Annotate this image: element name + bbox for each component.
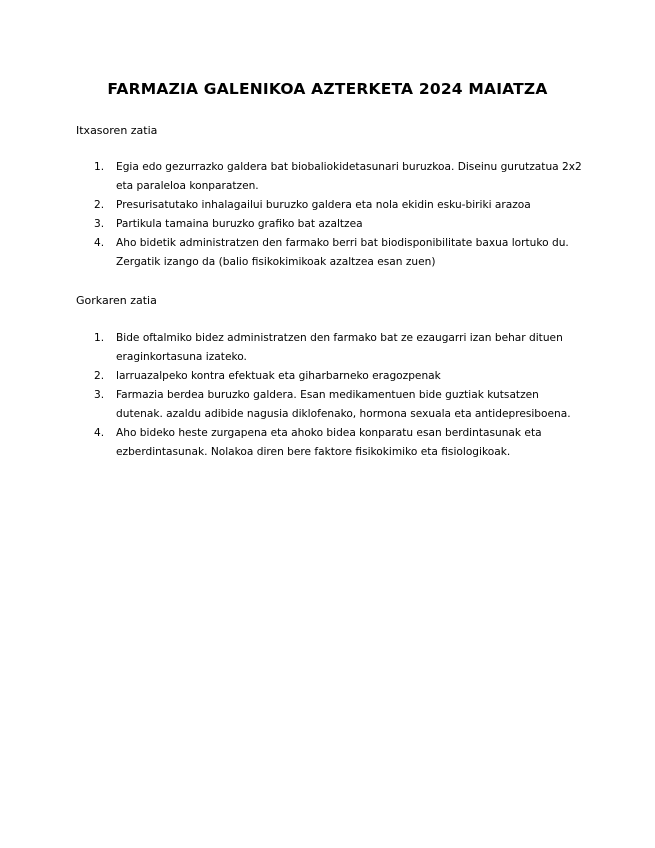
list-item-text: Aho bidetik administratzen den farmako berri bat biodisponibilitate baxua lortuko du. Zergatik izango da (balio fisikokimikoak azaltzea esan zuen): [116, 237, 569, 268]
list-item-text: Presurisatutako inhalagailui buruzko galdera eta nola ekidin esku-biriki arazoa: [116, 199, 531, 211]
list-item: [94, 158, 584, 196]
section-heading-gorka: Gorkaren zatia: [76, 294, 157, 307]
list-item-number: 1.: [94, 161, 105, 173]
list-item-number: 2.: [94, 199, 105, 211]
list-item-text: Farmazia berdea buruzko galdera. Esan medikamentuen bide guztiak kutsatzen dutenak. azaldu adibide nagusia diklofenako, hormona sexuala eta antidepresiboena.: [116, 389, 571, 420]
document-title: FARMAZIA GALENIKOA AZTERKETA 2024 MAIATZA: [107, 80, 548, 98]
list-item-number: 1.: [94, 332, 105, 344]
list-item-number: 4.: [94, 237, 105, 249]
list-item-text: larruazalpeko kontra efektuak eta giharbarneko eragozpenak: [116, 370, 441, 382]
list-item: [94, 424, 584, 462]
list-item-text: Aho bideko heste zurgapena eta ahoko bidea konparatu esan berdintasunak eta ezberdintasunak. Nolakoa diren bere faktore fisikokimiko eta fisiologikoak.: [116, 427, 542, 458]
list-item-text: Egia edo gezurrazko galdera bat biobaliokidetasunari buruzkoa. Diseinu gurutzatua 2x2 eta paraleloa konparatzen.: [116, 161, 582, 192]
list-item: [94, 215, 584, 234]
question-list-gorka: [94, 329, 584, 462]
list-item: [94, 329, 584, 367]
list-item: [94, 386, 584, 424]
question-list-itxaso: [94, 158, 584, 272]
list-item-number: 4.: [94, 427, 105, 439]
list-item-text: Partikula tamaina buruzko grafiko bat azaltzea: [116, 218, 363, 230]
list-item-number: 3.: [94, 389, 105, 401]
list-item-text: Bide oftalmiko bidez administratzen den farmako bat ze ezaugarri izan behar dituen eraginkortasuna izateko.: [116, 332, 563, 363]
list-item: [94, 367, 584, 386]
list-item-number: 2.: [94, 370, 105, 382]
list-item: [94, 196, 584, 215]
list-item: [94, 234, 584, 272]
section-heading-itxaso: Itxasoren zatia: [76, 124, 158, 137]
list-item-number: 3.: [94, 218, 105, 230]
